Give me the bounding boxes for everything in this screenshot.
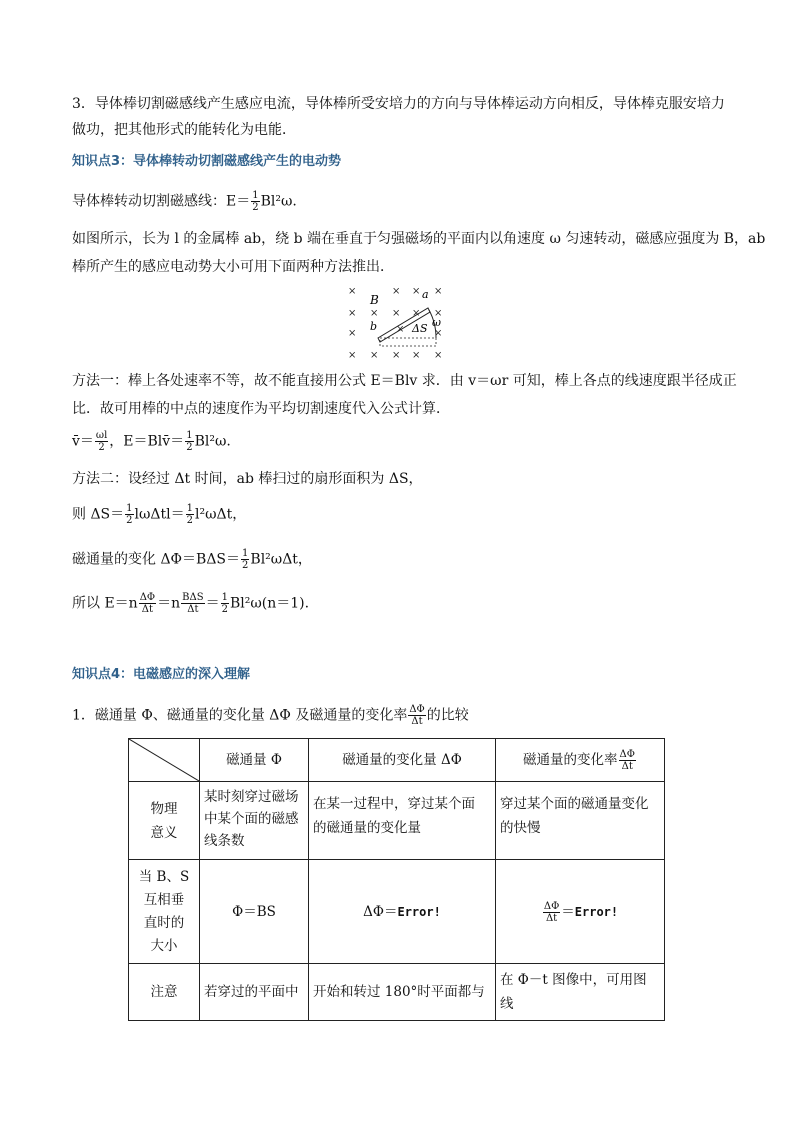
method2-line1: 方法二：设经过 Δt 时间，ab 棒扫过的扇形面积为 ΔS， bbox=[72, 471, 423, 487]
kp3-formula bbox=[72, 190, 297, 213]
cell-rate-magnitude bbox=[496, 860, 665, 964]
fraction bbox=[186, 503, 194, 526]
cross: × bbox=[348, 328, 357, 339]
cell-change-magnitude bbox=[309, 860, 496, 964]
method1-formula bbox=[72, 430, 231, 453]
fraction bbox=[221, 592, 229, 615]
cross: × bbox=[370, 350, 379, 361]
error-text: Error! bbox=[574, 904, 619, 919]
kp4-item1 bbox=[72, 704, 469, 727]
section3-line1: 3．导体棒切割磁感线产生感应电流，导体棒所受安培力的方向与导体棒运动方向相反，导体棒克服安培力 bbox=[72, 96, 725, 112]
num: ΔΦ bbox=[409, 704, 425, 715]
text: ＝ bbox=[561, 903, 575, 920]
diagonal-cell bbox=[129, 739, 200, 782]
flux-change-formula bbox=[72, 548, 312, 571]
text: Bl²ω. bbox=[194, 433, 231, 450]
fraction bbox=[619, 749, 636, 772]
num: ΔΦ bbox=[139, 592, 156, 603]
den: Δt bbox=[545, 912, 558, 924]
label-omega: ω bbox=[432, 316, 441, 329]
cell-rate-note: 在 Φ－t 图像中，可用图线 bbox=[496, 964, 665, 1021]
fraction bbox=[408, 704, 425, 727]
num: 1 bbox=[186, 430, 193, 441]
fraction bbox=[543, 901, 560, 924]
cross: × bbox=[370, 308, 379, 319]
cross: × bbox=[348, 350, 357, 361]
cross: × bbox=[434, 308, 443, 319]
header-flux: 磁通量 Φ bbox=[200, 739, 309, 782]
text: l²ωΔt， bbox=[195, 506, 247, 523]
table-header-row bbox=[129, 739, 665, 782]
cell-change-meaning: 在某一过程中，穿过某个面 的磁通量的变化量 bbox=[309, 782, 496, 860]
table-row bbox=[129, 782, 665, 860]
header-flux-change: 磁通量的变化量 ΔΦ bbox=[309, 739, 496, 782]
label-a: a bbox=[422, 288, 429, 301]
den: 2 bbox=[126, 515, 133, 526]
row-label-note: 注意 bbox=[129, 964, 200, 1021]
method1-line2: 比．故可用棒的中点的速度作为平均切割速度代入公式计算． bbox=[72, 401, 450, 417]
den: 2 bbox=[186, 515, 194, 526]
table-row bbox=[129, 860, 665, 964]
label-b: b bbox=[370, 320, 378, 333]
row-label-meaning: 物理 意义 bbox=[129, 782, 200, 860]
text: 磁通量的变化率 bbox=[523, 752, 618, 768]
text: 的比较 bbox=[426, 707, 469, 724]
den: 2 bbox=[186, 442, 193, 453]
den: Δt bbox=[411, 716, 423, 727]
text: Bl²ω(n＝1). bbox=[229, 595, 310, 612]
cross: × bbox=[348, 286, 357, 297]
den: Δt bbox=[621, 761, 633, 772]
method1-line1: 方法一：棒上各处速率不等，故不能直接用公式 E＝Blv 求．由 v＝ωr 可知，棒上各点的线速度跟半径成正 bbox=[72, 373, 737, 389]
num: BΔS bbox=[182, 592, 204, 603]
text: ，E＝Blv̄＝ bbox=[109, 433, 185, 450]
num: ΔΦ bbox=[543, 900, 560, 912]
fraction bbox=[95, 430, 108, 453]
fraction bbox=[125, 503, 133, 526]
fraction bbox=[181, 592, 204, 615]
diagonal-line bbox=[129, 739, 199, 781]
text: 导体棒转动切割磁感线： bbox=[72, 193, 226, 210]
cell-flux-note: 若穿过的平面中 bbox=[200, 964, 309, 1021]
cross: × bbox=[348, 308, 357, 319]
den: 2 bbox=[221, 604, 228, 615]
label-B: B bbox=[370, 293, 379, 307]
cross: × bbox=[392, 286, 401, 297]
section3-line2: 做功，把其他形式的能转化为电能． bbox=[72, 122, 296, 138]
table-row bbox=[129, 964, 665, 1021]
header-flux-rate bbox=[496, 739, 665, 782]
num: 1 bbox=[126, 503, 133, 514]
fraction bbox=[139, 592, 156, 615]
num: 1 bbox=[242, 548, 249, 559]
cell-flux-meaning: 某时刻穿过磁场 中某个面的磁感 线条数 bbox=[200, 782, 309, 860]
result-formula bbox=[72, 592, 309, 615]
text: ＝ bbox=[205, 595, 220, 612]
cross: × bbox=[396, 324, 405, 335]
cell-flux-magnitude: Φ＝BS bbox=[200, 860, 309, 964]
text: E＝ bbox=[226, 193, 251, 210]
text: Bl²ωΔt， bbox=[250, 551, 312, 568]
cross: × bbox=[412, 308, 421, 319]
text: ＝n bbox=[157, 595, 181, 612]
cross: × bbox=[412, 286, 421, 297]
fraction bbox=[241, 548, 249, 571]
den: 2 bbox=[98, 442, 105, 453]
text: lωΔtl＝ bbox=[134, 506, 185, 523]
fraction bbox=[185, 430, 193, 453]
kp3-title: 知识点3：导体棒转动切割磁感线产生的电动势 bbox=[72, 154, 342, 169]
kp4-title: 知识点4：电磁感应的深入理解 bbox=[72, 667, 251, 682]
text: 1．磁通量 Φ、磁通量的变化量 ΔΦ 及磁通量的变化率 bbox=[72, 707, 408, 724]
num: 1 bbox=[221, 592, 228, 603]
num: ΔΦ bbox=[619, 749, 635, 760]
den: 2 bbox=[242, 560, 249, 571]
text: 所以 E＝n bbox=[72, 595, 138, 612]
cross: × bbox=[434, 286, 443, 297]
cell-rate-meaning: 穿过某个面的磁通量变化 的快慢 bbox=[496, 782, 665, 860]
num: ωl bbox=[95, 430, 108, 441]
fraction bbox=[251, 190, 259, 213]
dashed-rect bbox=[380, 338, 436, 346]
num: 1 bbox=[252, 190, 259, 201]
text: 则 ΔS＝ bbox=[72, 506, 125, 523]
cross: × bbox=[392, 308, 401, 319]
cross: × bbox=[434, 350, 443, 361]
den: Δt bbox=[141, 604, 154, 615]
kp3-desc2: 棒所产生的感应电动势大小可用下面两种方法推出． bbox=[72, 259, 394, 275]
comparison-table bbox=[128, 738, 665, 1021]
cell-change-note: 开始和转过 180°时平面都与 bbox=[309, 964, 496, 1021]
method2-formula bbox=[72, 503, 246, 526]
num: 1 bbox=[186, 503, 194, 514]
text: ΔΦ＝ bbox=[363, 903, 398, 920]
cross: × bbox=[412, 350, 421, 361]
error-text: Error! bbox=[397, 904, 441, 919]
row-label-magnitude: 当 B、S 互相垂 直时的 大小 bbox=[129, 860, 200, 964]
den: 2 bbox=[252, 202, 259, 213]
text: v̄＝ bbox=[72, 433, 94, 450]
kp3-desc1: 如图所示，长为 l 的金属棒 ab，绕 b 端在垂直于匀强磁场的平面内以角速度 ω 匀速转动，磁感应强度为 B，ab bbox=[72, 231, 766, 247]
cross: × bbox=[392, 350, 401, 361]
cross: × bbox=[434, 328, 443, 339]
label-dS: ΔS bbox=[412, 322, 428, 335]
den: Δt bbox=[187, 604, 199, 615]
text: Bl²ω. bbox=[260, 193, 297, 210]
text: 磁通量的变化 ΔΦ＝BΔS＝ bbox=[72, 551, 241, 568]
rotating-rod-figure bbox=[340, 280, 450, 364]
